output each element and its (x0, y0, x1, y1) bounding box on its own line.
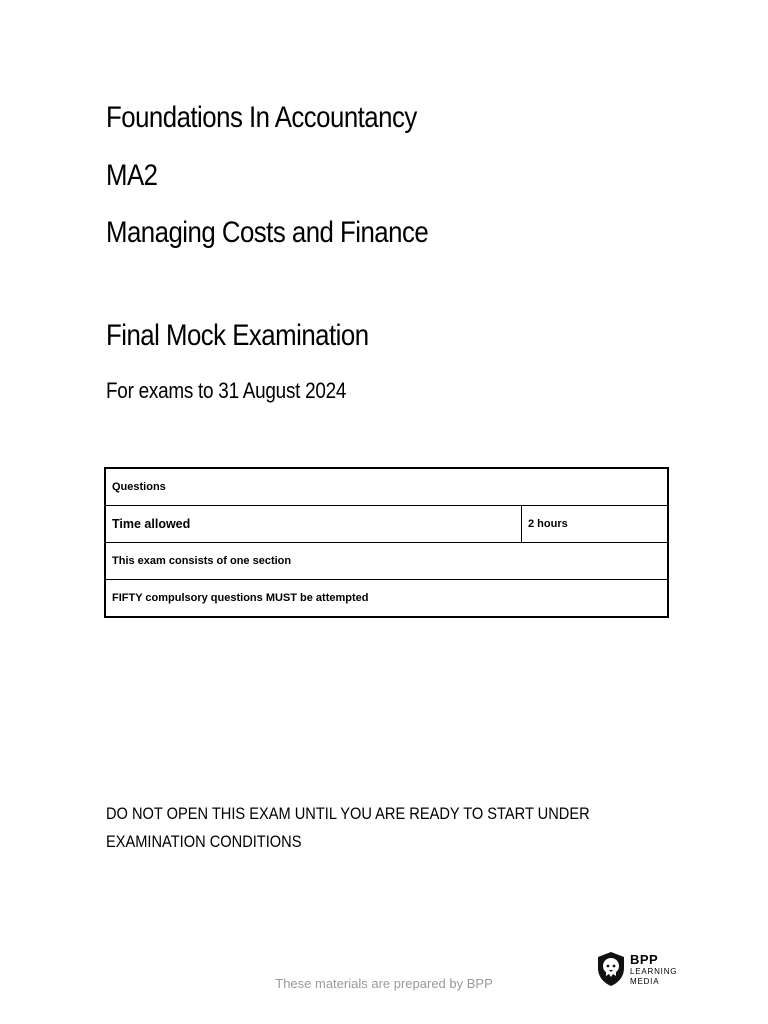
time-allowed-value: 2 hours (522, 506, 669, 543)
table-row (105, 468, 668, 506)
time-allowed-label: Time allowed (105, 506, 522, 543)
questions-label: Questions (105, 468, 668, 506)
warning-line-2: EXAMINATION CONDITIONS (106, 832, 302, 851)
exam-info-table (104, 467, 669, 618)
warning-line-1: DO NOT OPEN THIS EXAM UNTIL YOU ARE READY TO START UNDER (106, 804, 590, 823)
lion-shield-icon (596, 951, 626, 987)
exam-validity: For exams to 31 August 2024 (106, 378, 347, 403)
logo-line-2: MEDIA (630, 976, 660, 986)
paper-code: MA2 (106, 159, 158, 192)
compulsory-note: FIFTY compulsory questions MUST be attempted (105, 580, 668, 618)
paper-name: Managing Costs and Finance (106, 216, 429, 249)
footer-note: These materials are prepared by BPP (275, 976, 493, 991)
logo-wordmark (630, 953, 677, 986)
sections-note: This exam consists of one section (105, 543, 668, 580)
table-row (105, 580, 668, 618)
logo-brand: BPP (630, 951, 659, 967)
qualification-title: Foundations In Accountancy (106, 101, 417, 134)
table-row (105, 543, 668, 580)
table-row (105, 506, 668, 543)
exam-warning (106, 800, 590, 856)
logo-line-1: LEARNING (630, 966, 678, 976)
exam-type-title: Final Mock Examination (106, 319, 369, 352)
bpp-logo (596, 951, 677, 987)
